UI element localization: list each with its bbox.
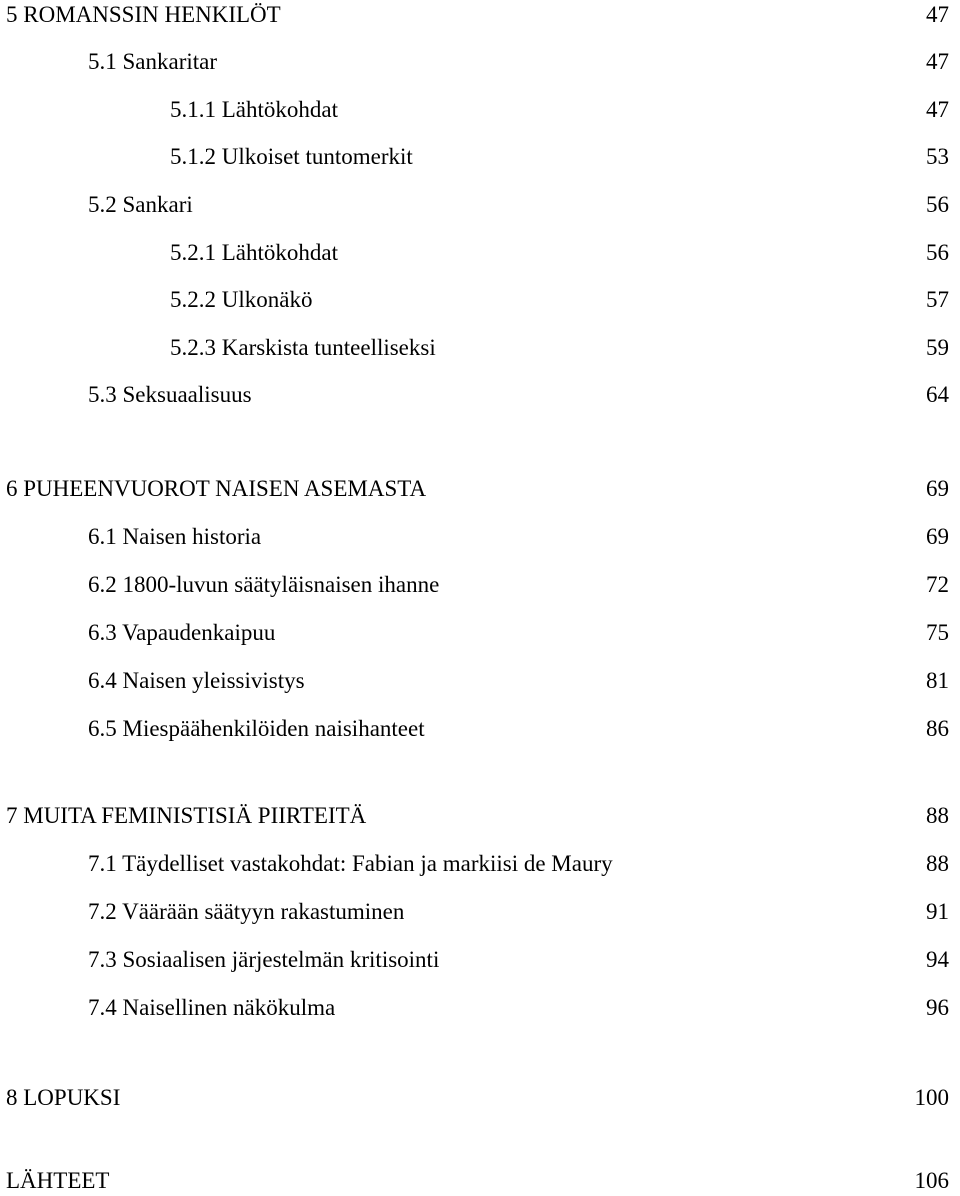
toc-page-number: 96 — [926, 995, 949, 1020]
toc-section-7-4 — [0, 993, 960, 1023]
toc-entry-title: 7 MUITA FEMINISTISIÄ PIIRTEITÄ — [6, 803, 367, 828]
toc-section-6-1 — [0, 522, 960, 552]
toc-page-number: 56 — [926, 192, 949, 217]
toc-section-5-1 — [0, 47, 960, 77]
toc-entry-title: 5.3 Seksuaalisuus — [88, 382, 252, 407]
toc-entry-title: 5 ROMANSSIN HENKILÖT — [6, 2, 281, 27]
toc-page-number: 47 — [926, 97, 949, 122]
toc-entry-title: 6.2 1800-luvun säätyläisnaisen ihanne — [88, 572, 440, 597]
toc-entry-title: 8 LOPUKSI — [6, 1085, 121, 1110]
toc-section-5-2-1 — [0, 238, 960, 268]
toc-entry-title: 5.2 Sankari — [88, 192, 193, 217]
toc-entry-title: 7.4 Naisellinen näkökulma — [88, 995, 336, 1020]
toc-chapter-6 — [0, 474, 960, 504]
toc-entry-title: 6 PUHEENVUOROT NAISEN ASEMASTA — [6, 476, 427, 501]
toc-page-number: 100 — [914, 1085, 949, 1110]
toc-entry-title: 5.2.3 Karskista tunteelliseksi — [170, 335, 436, 360]
toc-section-5-2-2 — [0, 285, 960, 315]
toc-entry-title: 7.1 Täydelliset vastakohdat: Fabian ja markiisi de Maury — [88, 851, 613, 876]
toc-section-7-1 — [0, 849, 960, 879]
toc-entry-title: 6.3 Vapaudenkaipuu — [88, 620, 276, 645]
toc-entry-title: 7.2 Väärään säätyyn rakastuminen — [88, 899, 405, 924]
toc-chapter-8 — [0, 1083, 960, 1113]
toc-section-7-2 — [0, 897, 960, 927]
toc-section-6-4 — [0, 666, 960, 696]
toc-entry-title: 6.4 Naisen yleissivistys — [88, 668, 305, 693]
toc-entry-title: 5.1 Sankaritar — [88, 49, 218, 74]
toc-section-7-3 — [0, 945, 960, 975]
toc-page-number: 56 — [926, 240, 949, 265]
toc-page-number: 72 — [926, 572, 949, 597]
toc-entry-title: 5.1.1 Lähtökohdat — [170, 97, 338, 122]
toc-entry-title: 5.2.1 Lähtökohdat — [170, 240, 338, 265]
toc-page-number: 64 — [926, 382, 949, 407]
toc-section-5-1-2 — [0, 142, 960, 172]
toc-section-5-3 — [0, 380, 960, 410]
toc-entry-title: 6.5 Miespäähenkilöiden naisihanteet — [88, 716, 425, 741]
toc-page-number: 69 — [926, 476, 949, 501]
toc-chapter-5 — [0, 0, 960, 30]
toc-page-number: 88 — [926, 851, 949, 876]
toc-section-6-2 — [0, 570, 960, 600]
toc-entry-title: 5.1.2 Ulkoiset tuntomerkit — [170, 144, 413, 169]
toc-page-number: 59 — [926, 335, 949, 360]
toc-references — [0, 1166, 960, 1196]
toc-page-number: 47 — [926, 2, 949, 27]
toc-page-number: 53 — [926, 144, 949, 169]
toc-section-5-2-3 — [0, 333, 960, 363]
toc-page-number: 106 — [914, 1168, 949, 1193]
toc-page-number: 94 — [926, 947, 949, 972]
toc-chapter-7 — [0, 801, 960, 831]
toc-section-6-3 — [0, 618, 960, 648]
toc-entry-title: 5.2.2 Ulkonäkö — [170, 287, 313, 312]
toc-entry-title: 6.1 Naisen historia — [88, 524, 262, 549]
toc-page-number: 88 — [926, 803, 949, 828]
toc-section-6-5 — [0, 714, 960, 744]
toc-page-number: 75 — [926, 620, 949, 645]
toc-page-number: 81 — [926, 668, 949, 693]
toc-page-number: 57 — [926, 287, 949, 312]
toc-section-5-2 — [0, 190, 960, 220]
toc-entry-title: 7.3 Sosiaalisen järjestelmän kritisointi — [88, 947, 440, 972]
toc-entry-title: LÄHTEET — [6, 1168, 110, 1193]
toc-page-number: 47 — [926, 49, 949, 74]
toc-section-5-1-1 — [0, 95, 960, 125]
toc-page-number: 86 — [926, 716, 949, 741]
toc-page-number: 91 — [926, 899, 949, 924]
toc-page-number: 69 — [926, 524, 949, 549]
